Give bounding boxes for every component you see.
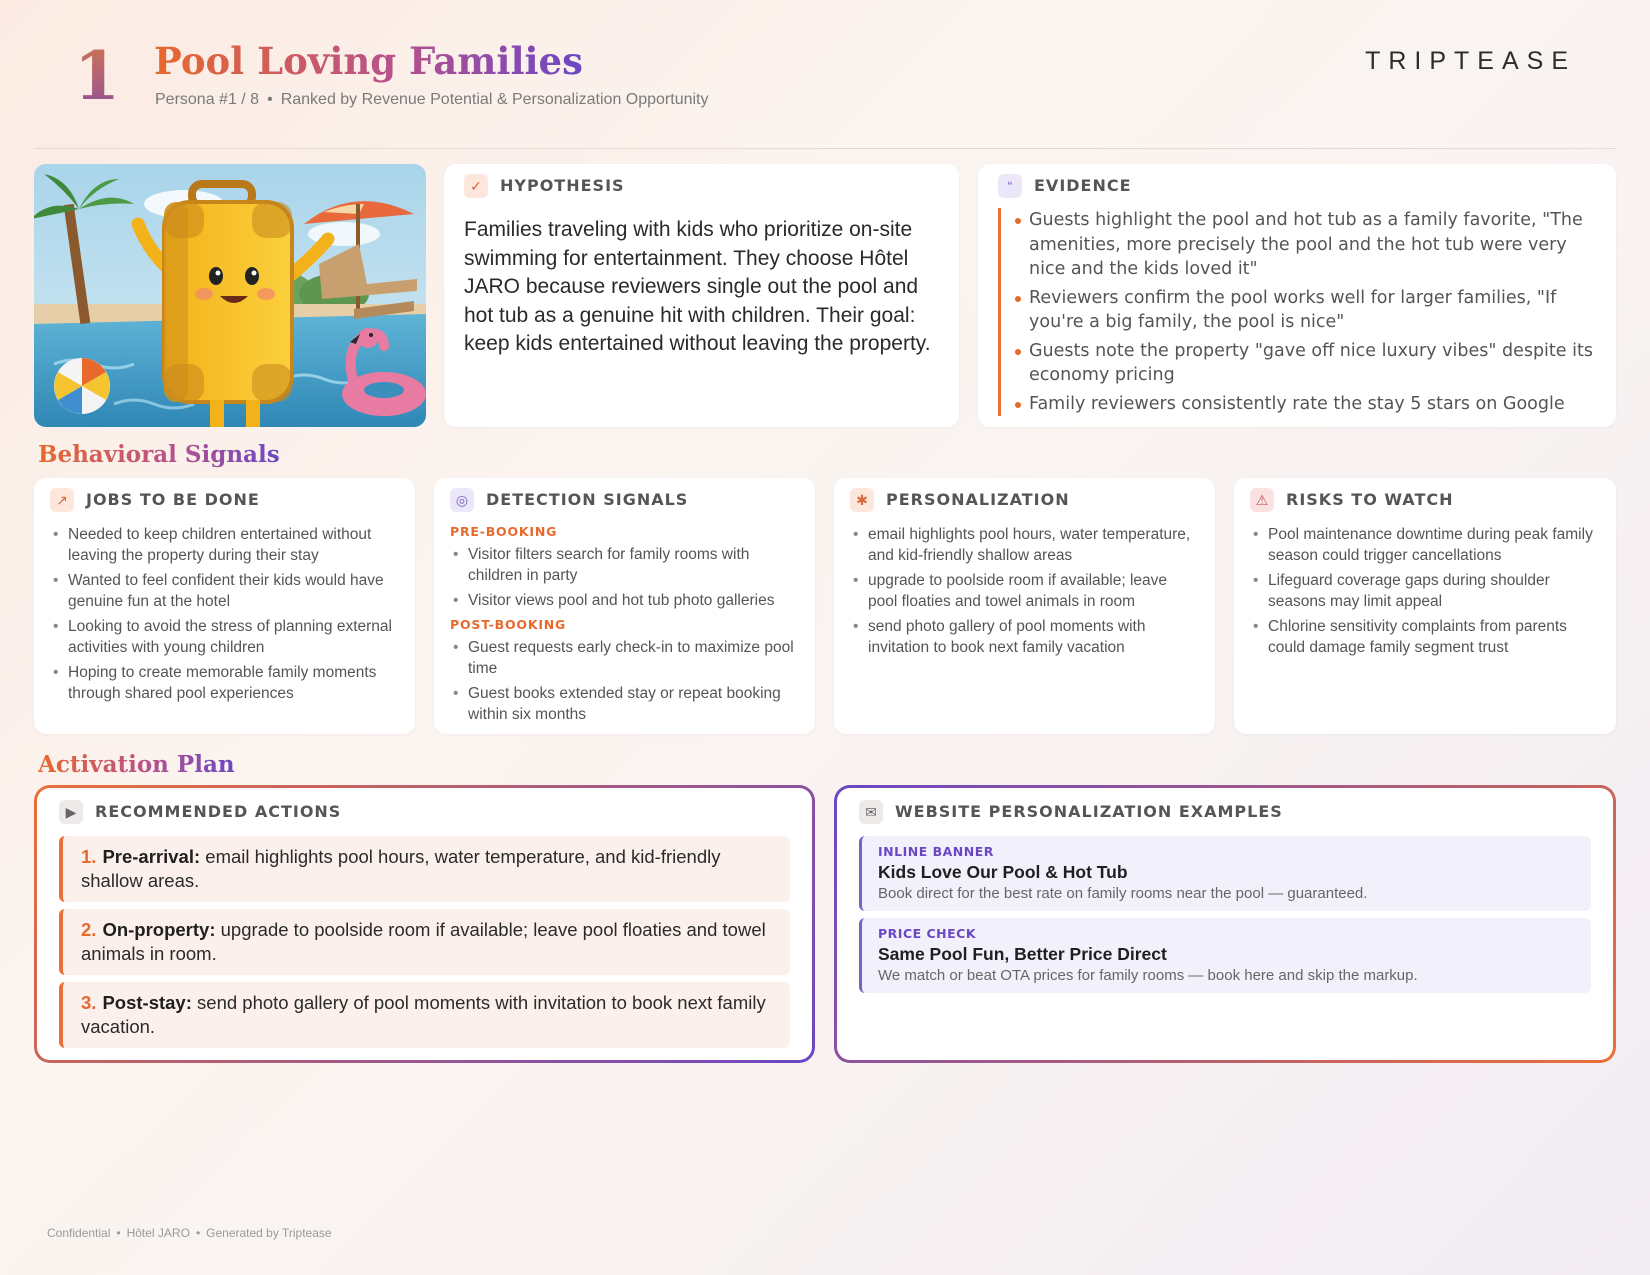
list-item: • Looking to avoid the stress of planning external activities with young children	[68, 616, 399, 658]
list-item: • Guest books extended stay or repeat booking within six months	[468, 683, 799, 725]
target-icon: ◎	[450, 488, 474, 512]
website-example	[859, 836, 1591, 911]
detection-title: DETECTION SIGNALS	[486, 490, 689, 509]
list-item: • upgrade to poolside room if available; leave pool floaties and towel animals in room	[868, 570, 1199, 612]
list-item: • Lifeguard coverage gaps during shoulder seasons may limit appeal	[1268, 570, 1600, 612]
sparkle-icon: ✱	[850, 488, 874, 512]
action-label: On-property:	[102, 919, 216, 940]
website-title: WEBSITE PERSONALIZATION EXAMPLES	[895, 802, 1283, 821]
evidence-card	[978, 164, 1616, 427]
hypothesis-card	[444, 164, 959, 427]
evidence-header	[998, 174, 1596, 198]
action-item	[59, 982, 790, 1048]
post-booking-list	[450, 637, 799, 725]
list-item: • Needed to keep children entertained without leaving the property during their stay	[68, 524, 399, 566]
footer	[47, 1225, 332, 1241]
action-text: email highlights pool hours, water temperature, and kid-friendly shallow areas.	[81, 846, 721, 891]
list-item: • Pool maintenance downtime during peak family season could trigger cancellations	[1268, 524, 1600, 566]
persona-number: 1	[74, 37, 120, 115]
brand-logo: TRIPTEASE	[1365, 47, 1576, 75]
personalization-card	[834, 478, 1215, 734]
list-item: • Hoping to create memorable family moments through shared pool experiences	[68, 662, 399, 704]
detection-header	[450, 488, 799, 512]
jobs-list	[50, 524, 399, 704]
example-headline: Kids Love Our Pool & Hot Tub	[878, 862, 1128, 882]
arrow-up-right-icon: ↗	[50, 488, 74, 512]
separator-dot: •	[267, 91, 273, 108]
website-examples-list	[859, 836, 1591, 993]
list-item: • Visitor views pool and hot tub photo galleries	[468, 590, 799, 611]
hypothesis-header	[464, 174, 939, 198]
detection-signals-card	[434, 478, 815, 734]
footer-hotel: Hôtel JARO	[126, 1226, 190, 1240]
list-item: • Guest requests early check-in to maximize pool time	[468, 637, 799, 679]
list-item: • email highlights pool hours, water temperature, and kid-friendly shallow areas	[868, 524, 1199, 566]
recommended-list	[59, 836, 790, 1048]
personalization-header	[850, 488, 1199, 512]
play-icon: ▶	[59, 800, 83, 824]
example-tag: INLINE BANNER	[878, 844, 994, 859]
page-subtitle	[155, 89, 709, 111]
website-personalization-body	[837, 788, 1613, 1060]
website-example	[859, 918, 1591, 993]
risks-list	[1250, 524, 1600, 658]
evidence-item: Guests note the property "gave off nice luxury vibes" despite its economy pricing	[1029, 339, 1596, 388]
personalization-list	[850, 524, 1199, 658]
action-label: Pre-arrival:	[102, 846, 201, 867]
risks-card	[1234, 478, 1616, 734]
action-item	[59, 909, 790, 975]
hypothesis-title: HYPOTHESIS	[500, 176, 625, 195]
action-label: Post-stay:	[102, 992, 192, 1013]
post-booking-label: POST-BOOKING	[450, 617, 567, 632]
evidence-item: Reviewers confirm the pool works well for larger families, "If you're a big family, the pool is nice"	[1029, 286, 1596, 335]
example-body: Book direct for the best rate on family rooms near the pool — guaranteed.	[878, 885, 1368, 902]
persona-index: Persona #1 / 8	[155, 91, 260, 108]
list-item: • Wanted to feel confident their kids would have genuine fun at the hotel	[68, 570, 399, 612]
recommended-title: RECOMMENDED ACTIONS	[95, 802, 342, 821]
list-item: • Chlorine sensitivity complaints from parents could damage family segment trust	[1268, 616, 1600, 658]
pre-booking-list	[450, 544, 799, 611]
behavioral-signals-heading: Behavioral Signals	[38, 441, 280, 468]
hypothesis-text: Families traveling with kids who prioritize on-site swimming for entertainment. They choose Hôtel JARO because reviewers single out the pool and hot tub as a genuine hit with children. Their goal: keep kids entertained without leaving the property.	[464, 218, 931, 355]
list-item: • Visitor filters search for family rooms with children in party	[468, 544, 799, 586]
action-number: 3.	[81, 992, 97, 1013]
example-body: We match or beat OTA prices for family rooms — book here and skip the markup.	[878, 967, 1418, 984]
action-text: upgrade to poolside room if available; leave pool floaties and towel animals in room.	[81, 919, 766, 964]
evidence-list	[998, 208, 1596, 416]
footer-generated: Generated by Triptease	[206, 1226, 332, 1240]
list-item: • send photo gallery of pool moments with invitation to book next family vacation	[868, 616, 1199, 658]
jobs-title: JOBS TO BE DONE	[86, 490, 260, 509]
page-title: Pool Loving Families	[154, 39, 583, 83]
evidence-item: Family reviewers consistently rate the stay 5 stars on Google	[1029, 392, 1596, 417]
example-tag: PRICE CHECK	[878, 926, 977, 941]
recommended-header	[59, 800, 790, 824]
footer-confidential: Confidential	[47, 1226, 111, 1240]
website-header	[859, 800, 1591, 824]
example-headline: Same Pool Fun, Better Price Direct	[878, 944, 1167, 964]
action-text: send photo gallery of pool moments with invitation to book next family vacation.	[81, 992, 766, 1037]
action-item	[59, 836, 790, 902]
header-divider	[34, 148, 1616, 149]
separator-dot: •	[116, 1226, 121, 1240]
pre-booking-label: PRE-BOOKING	[450, 524, 558, 539]
ranking-note: Ranked by Revenue Potential & Personalization Opportunity	[280, 91, 709, 108]
suitcase-mascot-icon	[34, 164, 426, 427]
action-number: 1.	[81, 846, 97, 867]
hero-illustration	[34, 164, 426, 427]
evidence-title: EVIDENCE	[1034, 176, 1132, 195]
risks-title: RISKS TO WATCH	[1286, 490, 1454, 509]
recommended-actions-card	[34, 785, 815, 1063]
website-personalization-card	[834, 785, 1616, 1063]
jobs-header	[50, 488, 399, 512]
risks-header	[1250, 488, 1600, 512]
mail-icon: ✉	[859, 800, 883, 824]
separator-dot: •	[195, 1226, 201, 1240]
evidence-item: Guests highlight the pool and hot tub as a family favorite, "The amenities, more precisely the pool and the hot tub were very nice and the kids loved it"	[1029, 208, 1596, 282]
check-icon: ✓	[464, 174, 488, 198]
personalization-title: PERSONALIZATION	[886, 490, 1070, 509]
quote-icon: “	[998, 174, 1022, 198]
activation-plan-heading: Activation Plan	[38, 751, 235, 778]
action-number: 2.	[81, 919, 97, 940]
jobs-to-be-done-card	[34, 478, 415, 734]
recommended-actions-body	[37, 788, 812, 1060]
warning-icon: ⚠	[1250, 488, 1274, 512]
